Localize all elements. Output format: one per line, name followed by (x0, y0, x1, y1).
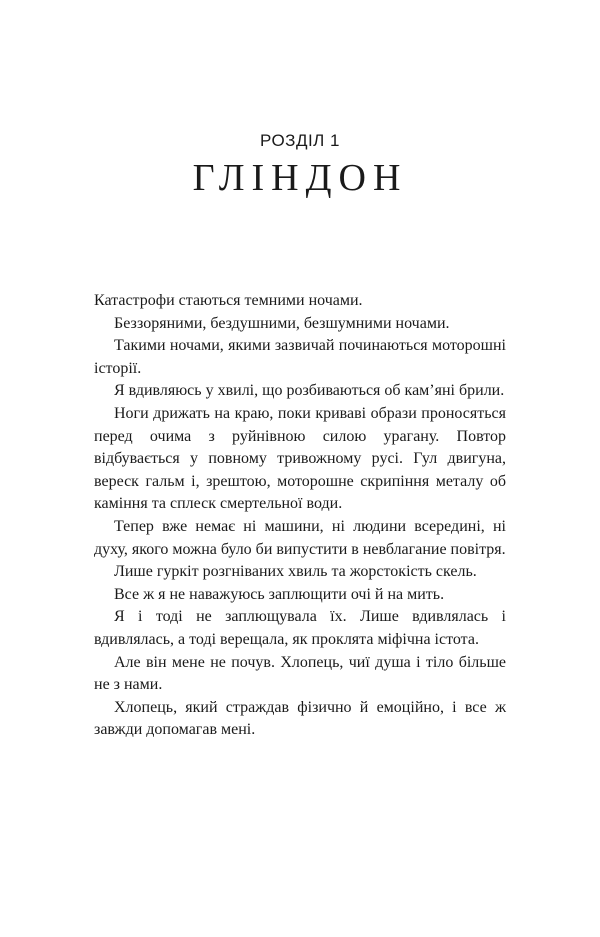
paragraph: Я і тоді не заплющувала їх. Лише вдивлялась і вдивлялась, а тоді верещала, як проклята міфічна істота. (94, 608, 506, 648)
paragraph: Катастрофи стаються темними ночами. (94, 292, 363, 309)
paragraph: Тепер вже немає ні машини, ні людини всередині, ні духу, якого можна було би випустити в невблагание повітря. (94, 517, 506, 558)
chapter-body (94, 290, 506, 742)
paragraph: Все ж я не наважуюсь заплющити очі й на мить. (114, 585, 445, 603)
chapter-title: ГЛІНДОН (192, 157, 408, 199)
chapter-number: РОЗДІЛ 1 (259, 131, 341, 150)
paragraph: Такими ночами, якими зазвичай починаються моторошні історії. (94, 337, 506, 377)
paragraph: Лише гуркіт розгніваних хвиль та жорстокість скель. (114, 563, 477, 581)
paragraph: Але він мене не почув. Хлопець, чиї душа і тіло більше не з нами. (94, 653, 506, 694)
paragraph: Хлопець, який страждав фізично й емоційно, і все ж завжди допомагав мені. (94, 698, 506, 739)
paragraph: Ноги дрижать на краю, поки криваві образи проносяться перед очима з руйнівною силою урагану. Повтор відбувається у повному тривожному русі. Гул двигуна, вереск гальм і, зрештою, моторошне скрипіння металу об каміння та сплеск смертельної води. (94, 404, 506, 513)
paragraph: Я вдивляюсь у хвилі, що розбиваються об кам’яні брили. (114, 382, 505, 400)
paragraph: Беззоряними, бездушними, безшумними ночами. (114, 314, 450, 332)
